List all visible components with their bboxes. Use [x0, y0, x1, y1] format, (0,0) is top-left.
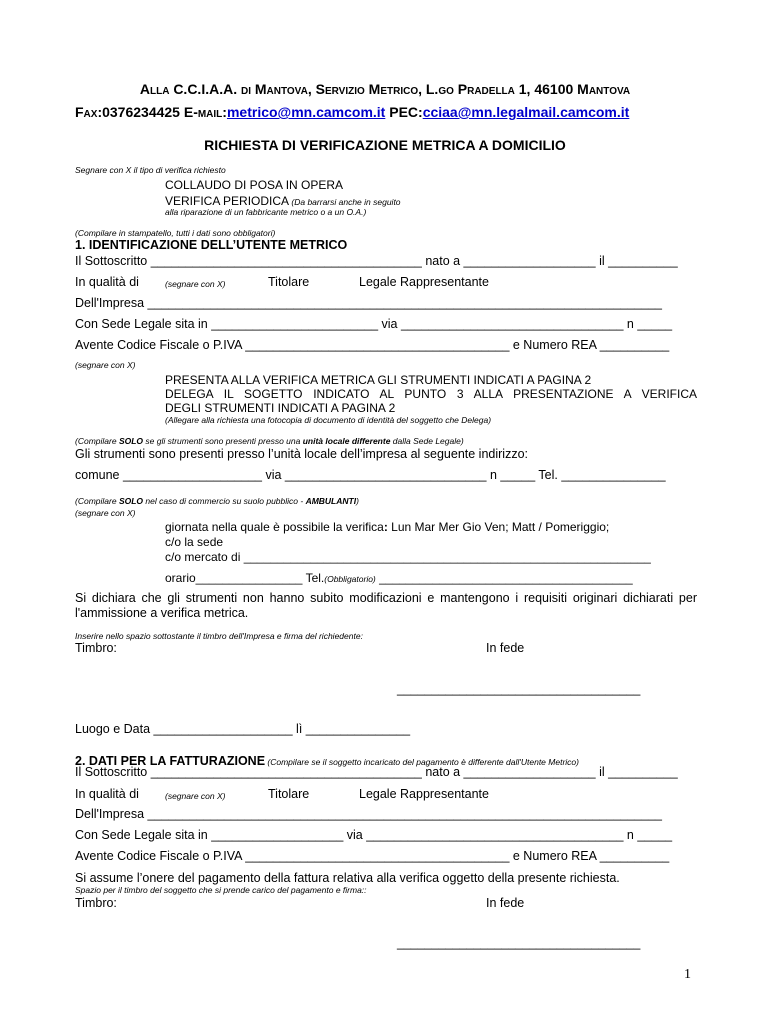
option-titolare[interactable]: Titolare	[268, 275, 310, 289]
local-unit-hint-pre: (Compilare	[75, 436, 119, 446]
signature-line-2[interactable]: ___________________________________	[397, 936, 641, 950]
comune-field[interactable]: comune ____________________ via _____________________________ n _____ Tel. _______________	[75, 468, 666, 482]
obbligatorio-note: (Obbligatorio)	[324, 574, 376, 584]
segnare-hint-2: (segnare con X)	[75, 360, 136, 370]
codice-fiscale-field[interactable]: Avente Codice Fiscale o P.IVA ______________________________________ e Numero REA __________	[75, 338, 670, 352]
in-fede-label-2: In fede	[486, 896, 525, 910]
ambulanti-segnare: (segnare con X)	[75, 508, 136, 518]
ambulanti-hint-pre: (Compilare	[75, 496, 119, 506]
header-address: Alla C.C.I.A.A. di Mantova, Servizio Metrico, L.go Pradella 1, 46100 Mantova	[139, 81, 631, 97]
in-fede-label: In fede	[486, 641, 525, 655]
sottoscritto-field-2[interactable]: Il Sottoscritto _______________________________________ nato a ___________________ il __________	[75, 765, 678, 779]
spazio-hint: Spazio per il timbro del soggetto che si prende carico del pagamento e firma::	[75, 885, 367, 895]
sede-legale-field[interactable]: Con Sede Legale sita in ________________________ via ________________________________ n _____	[75, 317, 673, 331]
option-collaudo[interactable]: COLLAUDO DI POSA IN OPERA	[165, 178, 344, 192]
option-verifica-note2: alla riparazione di un fabbricante metrico o a un O.A.)	[165, 207, 367, 217]
orario-field[interactable]	[165, 571, 633, 585]
segnare-hint-3: (segnare con X)	[165, 791, 226, 801]
local-unit-hint-mid: se gli strumenti sono presenti presso una	[143, 436, 303, 446]
ambulanti-hint-post: )	[356, 496, 359, 506]
declaration-text: Si dichiara che gli strumenti non hanno subito modificazioni e mantengono i requisiti originari dichiarati per l'ammissione a verifica metrica.	[75, 591, 697, 620]
impresa-field-2[interactable]: Dell'Impresa __________________________________________________________________________	[75, 807, 662, 821]
header-contacts	[75, 104, 629, 120]
page-number: 1	[684, 967, 691, 982]
form-title: RICHIESTA DI VERIFICAZIONE METRICA A DOMICILIO	[204, 137, 566, 153]
option-verifica-periodica-label: VERIFICA PERIODICA	[165, 194, 290, 208]
pec-link[interactable]: cciaa@mn.legalmail.camcom.it	[422, 104, 630, 120]
luogo-data-field[interactable]: Luogo e Data ____________________ lì _______________	[75, 722, 411, 736]
timbro-label: Timbro:	[75, 641, 117, 655]
option-legale-rappresentante-2[interactable]: Legale Rappresentante	[359, 787, 489, 801]
option-delega[interactable]: DELEGA IL SOGETTO INDICATO AL PUNTO 3 ALLA PRESENTAZIONE A VERIFICA	[165, 387, 697, 401]
onere-text: Si assume l’onere del pagamento della fattura relativa alla verifica oggetto della presente richiesta.	[75, 871, 620, 885]
section2-heading-note: (Compilare se il soggetto incaricato del pagamento è differente dall'Utente Metrico)	[265, 757, 579, 767]
sede-legale-field-2[interactable]: Con Sede Legale sita in ___________________ via _____________________________________ n _____	[75, 828, 673, 842]
qualita-label-2: In qualità di	[75, 787, 139, 801]
giornata-giorni: Lun Mar Mer Gio Ven; Matt / Pomeriggio;	[387, 520, 610, 534]
allegare-note: (Allegare alla richiesta una fotocopia di documento di identità del soggetto che Delega)	[165, 415, 492, 425]
section1-heading: 1. IDENTIFICAZIONE DELL’UTENTE METRICO	[75, 238, 348, 252]
option-presenta[interactable]: PRESENTA ALLA VERIFICA METRICA GLI STRUMENTI INDICATI A PAGINA 2	[165, 373, 592, 387]
option-verifica-note: (Da barrarsi anche in seguito	[289, 197, 401, 207]
orario-label: orario________________ Tel.	[165, 571, 325, 585]
ambulanti-hint-mid: nel caso di commercio su suolo pubblico -	[143, 496, 306, 506]
stamp-hint: Inserire nello spazio sottostante il timbro dell'Impresa e firma del richiedente:	[75, 631, 363, 641]
orario-tail: ______________________________________	[375, 571, 633, 585]
ambulanti-hint-bold: AMBULANTI	[305, 496, 357, 506]
giornata-label: giornata nella quale è possibile la verifica	[165, 520, 384, 534]
local-unit-hint	[75, 436, 464, 446]
segnare-hint: (segnare con X)	[165, 279, 226, 289]
option-titolare-2[interactable]: Titolare	[268, 787, 310, 801]
fax-label: Fax:0376234425 E-mail:	[75, 104, 227, 120]
sottoscritto-field[interactable]: Il Sottoscritto _______________________________________ nato a ___________________ il __________	[75, 254, 678, 268]
local-unit-hint-solo: SOLO	[118, 436, 144, 446]
section1-hint: (Compilare in stampatello, tutti i dati sono obbligatori)	[75, 228, 276, 238]
option-verifica-periodica[interactable]	[165, 194, 401, 208]
impresa-field[interactable]: Dell'Impresa __________________________________________________________________________	[75, 296, 662, 310]
option-delega-cont: DEGLI STRUMENTI INDICATI A PAGINA 2	[165, 401, 396, 415]
signature-line[interactable]: ___________________________________	[397, 682, 641, 696]
option-mercato[interactable]: c/o mercato di _____________________________________________________________	[165, 550, 651, 564]
option-giornata[interactable]	[165, 520, 609, 534]
section2-heading-text: 2. DATI PER LA FATTURAZIONE	[75, 754, 266, 768]
ambulanti-hint	[75, 496, 359, 506]
option-legale-rappresentante[interactable]: Legale Rappresentante	[359, 275, 489, 289]
option-sede[interactable]: c/o la sede	[165, 535, 224, 549]
verification-hint: Segnare con X il tipo di verifica richiesto	[75, 165, 226, 175]
email-link[interactable]: metrico@mn.camcom.it	[226, 104, 386, 120]
local-unit-line: Gli strumenti sono presenti presso l’unità locale dell’impresa al seguente indirizzo:	[75, 447, 529, 461]
giornata-colon: :	[383, 520, 388, 534]
timbro-label-2: Timbro:	[75, 896, 117, 910]
ambulanti-hint-solo: SOLO	[118, 496, 144, 506]
qualita-label: In qualità di	[75, 275, 139, 289]
codice-fiscale-field-2[interactable]: Avente Codice Fiscale o P.IVA ______________________________________ e Numero REA __________	[75, 849, 670, 863]
local-unit-hint-post: dalla Sede Legale)	[390, 436, 464, 446]
pec-label: PEC:	[385, 104, 423, 120]
local-unit-hint-bold: unità locale differente	[302, 436, 391, 446]
